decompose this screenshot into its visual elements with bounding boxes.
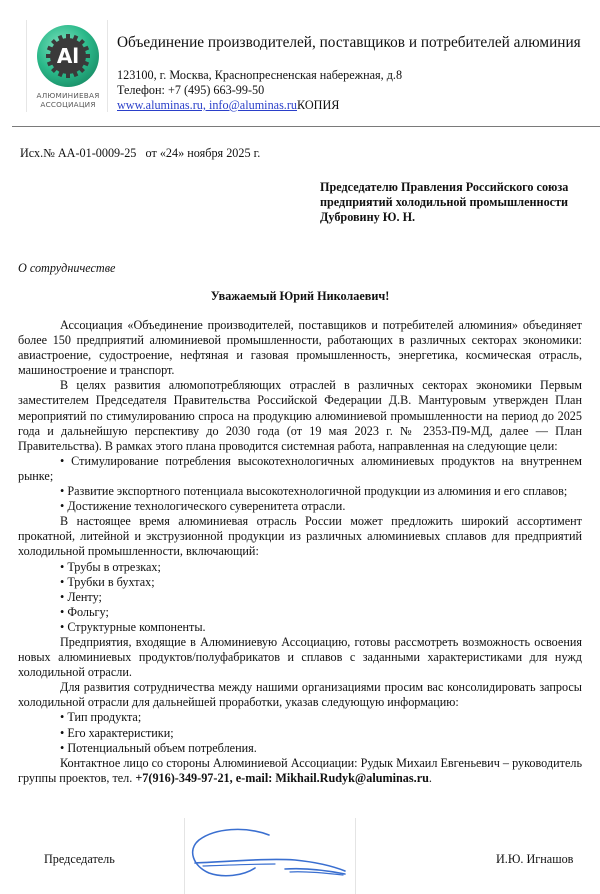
- info-item: • Потенциальный объем потребления.: [60, 740, 257, 755]
- addressee-block: [320, 180, 568, 225]
- paragraph-intro: Ассоциация «Объединение производителей, поставщиков и потребителей алюминия» объединяет более 150 предприятий алюминиевой промышленности, работающих в различных секторах экономики: авиастроение, судостроение, нефтяная и газовая промышленность, энергетика, космическая отрасль, машиностроение и транспорт.: [18, 318, 582, 378]
- logo-caption-line1: АЛЮМИНИЕВАЯ: [36, 91, 100, 100]
- product-item: • Структурные компоненты.: [60, 619, 206, 634]
- paragraph-readiness: Предприятия, входящие в Алюминиевую Ассоциацию, готовы рассмотреть возможность освоения новых алюминиевых продуктов/полуфабрикатов и сплавов с заданными характеристиками для нужд холодильной отрасли.: [18, 634, 582, 680]
- contact-person: Контактное лицо со стороны Алюминиевой Ассоциации: Рудык Михаил Евгеньевич – руководитель группы проектов, тел.: [18, 755, 582, 785]
- organization-address: 123100, г. Москва, Краснопресненская набережная, д.8: [117, 68, 403, 82]
- salutation: Уважаемый Юрий Николаевич!: [210, 289, 390, 303]
- copy-stamp: КОПИЯ: [297, 98, 340, 112]
- addressee-line: Председателю Правления Российского союза: [320, 180, 569, 194]
- letterhead: [0, 0, 600, 128]
- info-item: • Тип продукта;: [60, 710, 142, 725]
- letter-body: [18, 318, 582, 786]
- signatory-title: Председатель: [44, 852, 115, 866]
- outgoing-reference: Исх.№ АА-01-0009-25 от «24» ноября 2025 г.: [20, 146, 261, 160]
- handwritten-signature-icon: [185, 818, 355, 894]
- svg-text:Al: Al: [56, 44, 80, 68]
- signature-block: [0, 818, 600, 894]
- contact-suffix: .: [428, 770, 432, 785]
- goal-item: • Стимулирование потребления высокотехнологичных алюминиевых продуктов на внутреннем рынке;: [18, 453, 582, 483]
- paragraph-request: Для развития сотрудничества между нашими организациями просим вас консолидировать запросы холодильной отрасли для дальнейшей проработки, указав следующую информацию:: [18, 680, 582, 710]
- aluminium-association-logo-icon: [27, 20, 109, 90]
- addressee-line: предприятий холодильной промышленности: [320, 195, 569, 209]
- paragraph-plan: В целях развития алюмопотребляющих отраслей в различных секторах экономики Первым заместителем Председателя Правительства Российской Федерации Д.В. Мантуровым утвержден План мероприятий по стимулированию спроса на продукцию алюминиевой промышленности на период до 2025 года и дальнейшую перспективу до 2030 года (от 19 мая 2023 г. № 2353-П9-МД, далее — План Правительства). В рамках этого плана проводится системная работа, направленная на следующие цели:: [18, 378, 582, 453]
- product-item: • Трубки в бухтах;: [60, 574, 155, 589]
- product-item: • Фольгу;: [60, 604, 109, 619]
- logo-caption-line2: АССОЦИАЦИЯ: [40, 100, 96, 109]
- organization-links: [117, 98, 339, 113]
- goal-item: • Достижение технологического суверенитета отрасли.: [60, 499, 346, 514]
- product-item: • Трубы в отрезках;: [60, 559, 161, 574]
- paragraph-contact: [18, 756, 582, 786]
- signatory-name: И.Ю. Игнашов: [496, 852, 574, 866]
- info-item: • Его характеристики;: [60, 725, 174, 740]
- goal-item: • Развитие экспортного потенциала высокотехнологичной продукции из алюминия и его сплавов;: [60, 484, 568, 499]
- organization-phone: Телефон: +7 (495) 663-99-50: [117, 83, 265, 97]
- paragraph-products: В настоящее время алюминиевая отрасль России может предложить широкий ассортимент прокатной, литейной и экструзионной продукции из различных алюминиевых сплавов для предприятий холодильной промышленности, включающий:: [18, 514, 582, 559]
- contact-phone-email: +7(916)-349-97-21, e-mail: Mikhail.Rudyk@aluminas.ru: [135, 770, 429, 785]
- signature-image: [184, 818, 356, 894]
- organization-name: Объединение производителей, поставщиков и потребителей алюминия: [117, 34, 581, 51]
- letterhead-divider: [12, 126, 600, 127]
- website-email-link[interactable]: www.aluminas.ru, info@aluminas.ru: [117, 98, 298, 112]
- addressee-name: Дубровину Ю. Н.: [320, 210, 416, 224]
- association-logo: [26, 20, 108, 112]
- letter-subject: О сотрудничестве: [18, 261, 116, 275]
- product-item: • Ленту;: [60, 589, 102, 604]
